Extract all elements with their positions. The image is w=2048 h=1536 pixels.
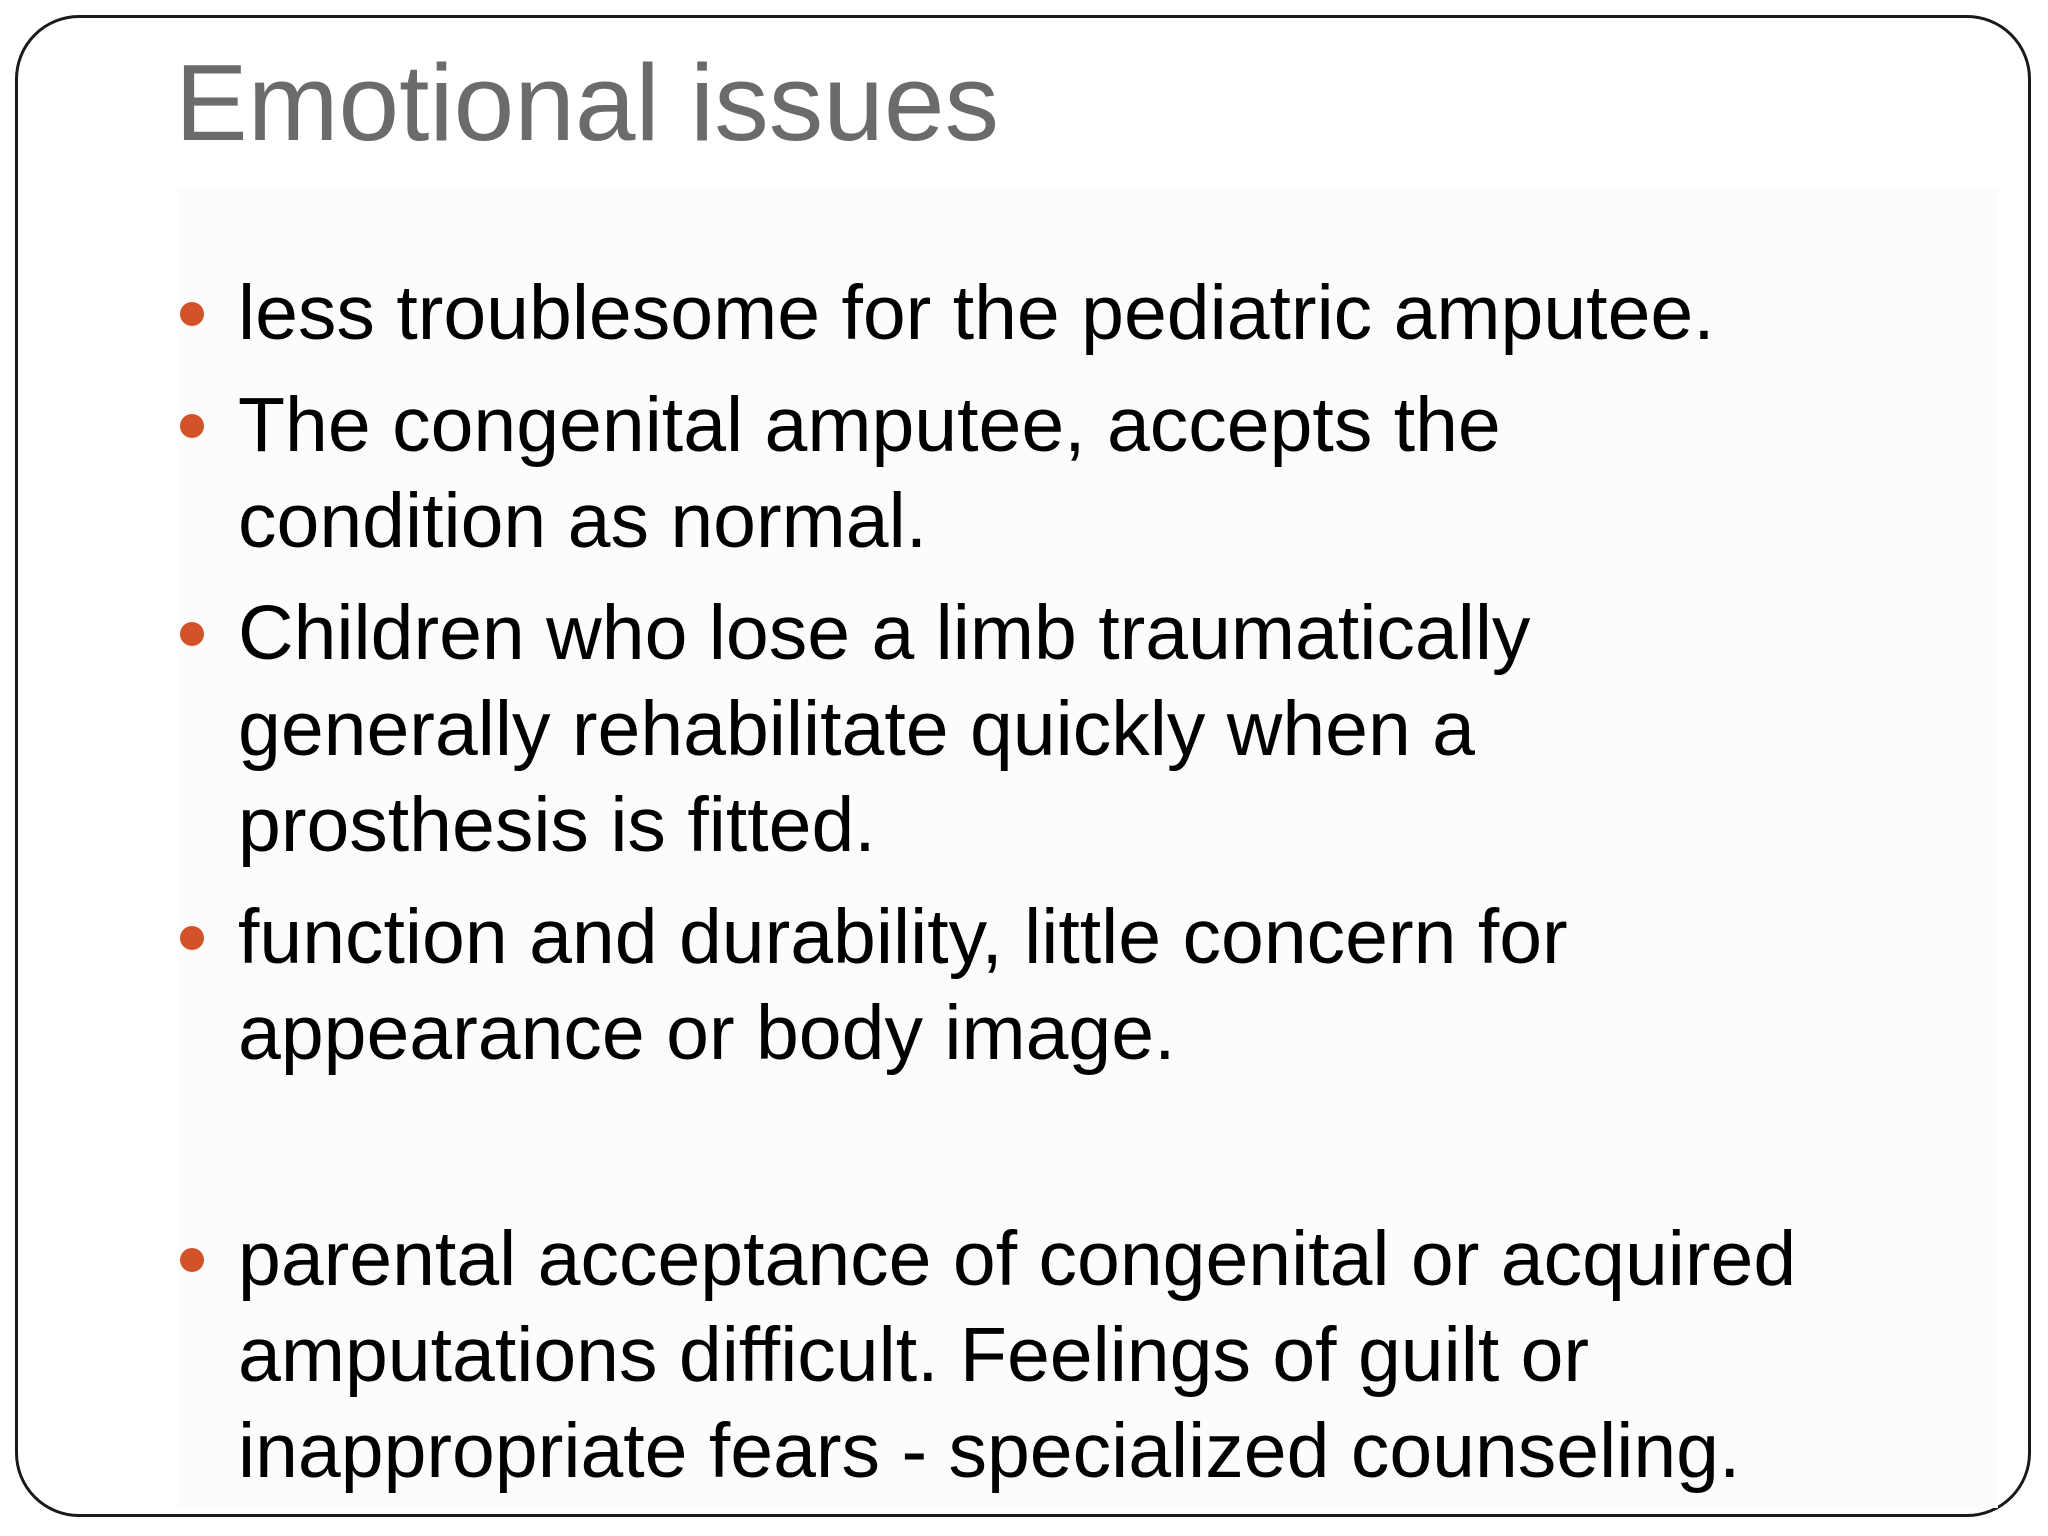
bullet-dot-icon	[180, 1248, 204, 1272]
bullet-item	[178, 1211, 1898, 1499]
bullet-text: function and durability, little concern for appearance or body image.	[238, 894, 1568, 1076]
bullet-text: less troublesome for the pediatric amputee.	[238, 270, 1715, 356]
slide-title: Emotional issues	[175, 42, 999, 164]
bullet-dot-icon	[180, 414, 204, 438]
bullet-item	[178, 377, 1678, 569]
bullet-dot-icon	[180, 302, 204, 326]
bullet-text: The congenital amputee, accepts the condition as normal.	[238, 382, 1501, 564]
bullet-item	[178, 889, 1738, 1081]
bullet-dot-icon	[180, 622, 204, 646]
bullet-text: parental acceptance of congenital or acquired amputations difficult. Feelings of guilt or inappropriate fears - specialized counseling.	[238, 1216, 1797, 1494]
bullet-list	[178, 265, 1958, 1515]
bullet-item	[178, 265, 1958, 361]
bullet-text: Children who lose a limb traumatically generally rehabilitate quickly when a prosthesis is fitted.	[238, 590, 1531, 868]
bullet-item	[178, 585, 1638, 873]
bullet-dot-icon	[180, 926, 204, 950]
